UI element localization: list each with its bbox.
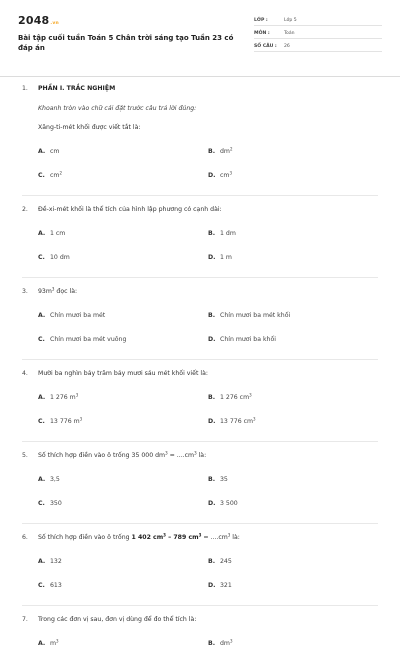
meta-label: MÔN : [254,30,270,36]
option-text: Chín mươi ba mét khối [220,312,291,319]
option-letter: A. [38,394,46,401]
option-c[interactable] [38,500,208,507]
option-text: $cm^2$ [50,170,62,179]
option-c[interactable] [38,254,208,261]
question-text: Mười ba nghìn bảy trăm bảy mươi sáu mét khối viết là: [38,370,208,377]
header [18,14,382,66]
option-b[interactable] [208,476,378,483]
question-divider [22,195,378,196]
option-text: 1 cm [50,230,66,237]
question-number: 2. [22,206,28,213]
option-letter: B. [208,558,216,565]
options [22,312,378,348]
option-text: 35 [220,476,228,483]
option-text: 3,5 [50,476,60,483]
question-7 [22,616,378,652]
option-letter: D. [208,500,216,507]
option-text: cm [50,148,60,155]
options [22,394,378,430]
option-d[interactable] [208,172,378,179]
option-letter: C. [38,418,45,425]
option-letter: C. [38,172,45,179]
question-divider [22,277,378,278]
option-text: 3 500 [220,500,238,507]
option-letter: B. [208,476,216,483]
option-text: 245 [220,558,232,565]
option-text: 321 [220,582,232,589]
questions-list [18,77,382,652]
option-letter: D. [208,254,216,261]
option-letter: B. [208,230,216,237]
meta-value: Toán [284,30,295,36]
option-letter: C. [38,582,45,589]
option-a[interactable] [38,230,208,237]
question-divider [22,523,378,524]
option-text: $dm^2$ [220,146,233,155]
option-b[interactable] [208,394,378,401]
option-text: 132 [50,558,62,565]
question-text: Đề-xi-mét khối là thể tích của hình lập phương có cạnh dài: [38,206,222,213]
meta-label: SỐ CÂU : [254,43,277,49]
option-letter: D. [208,172,216,179]
option-text: Chín mươi ba mét vuông [50,336,127,343]
option-letter: A. [38,312,46,319]
option-a[interactable] [38,640,208,647]
instruction-text: Khoanh tròn vào chữ cái đặt trước câu trả lời đúng: [38,105,197,112]
option-text: $m^3$ [50,638,59,647]
option-a[interactable] [38,558,208,565]
option-text: Chín mươi ba mét [50,312,106,319]
option-a[interactable] [38,394,208,401]
option-d[interactable] [208,500,378,507]
option-text: Chín mươi ba khối [220,336,276,343]
logo-tld: .vn [50,21,59,26]
option-text: 13 776 $cm^3$ [220,416,256,425]
section-title: PHẦN I. TRẮC NGHIỆM [38,85,116,92]
options [22,148,378,184]
question-5 [22,452,378,512]
meta-row-count [254,41,382,52]
option-d[interactable] [208,582,378,589]
option-letter: D. [208,418,216,425]
option-a[interactable] [38,476,208,483]
question-text: Trong các đơn vị sau, đơn vị dùng để đo thể tích là: [38,616,197,623]
option-d[interactable] [208,254,378,261]
question-number: 1. [22,85,28,92]
option-letter: D. [208,336,216,343]
question-2 [22,206,378,266]
option-text: 1 dm [220,230,236,237]
meta-row-subject [254,28,382,39]
meta-row-class [254,15,382,26]
option-c[interactable] [38,172,208,179]
question-1 [22,85,378,184]
question-number: 6. [22,534,28,541]
logo-main: 2048 [18,14,50,27]
question-6 [22,534,378,594]
options [22,558,378,594]
document-title: Bài tập cuối tuần Toán 5 Chân trời sáng tạo Tuần 23 có đáp án [18,34,234,52]
option-letter: C. [38,500,45,507]
option-text: $cm^3$ [220,170,232,179]
option-text: 1 276 $cm^3$ [220,392,252,401]
option-text: 1 276 $m^3$ [50,392,79,401]
option-letter: A. [38,558,46,565]
option-letter: B. [208,312,216,319]
question-text: $93m^3$ đọc là: [38,286,78,295]
option-letter: B. [208,394,216,401]
question-divider [22,359,378,360]
option-b[interactable] [208,230,378,237]
question-text: Số thích hợp điền vào ô trống 1 402 $cm^3 - 789$ $cm^3 = ....cm^3$ là: [38,532,240,541]
option-a[interactable] [38,312,208,319]
option-b[interactable] [208,640,378,647]
option-letter: D. [208,582,216,589]
question-divider [22,441,378,442]
option-letter: A. [38,148,46,155]
brand [18,14,248,66]
question-number: 7. [22,616,28,623]
options [22,476,378,512]
options [22,640,378,652]
meta-info [254,15,382,66]
option-b[interactable] [208,312,378,319]
question-4 [22,370,378,430]
option-b[interactable] [208,558,378,565]
site-logo[interactable] [18,14,248,27]
option-letter: A. [38,476,46,483]
question-number: 4. [22,370,28,377]
question-3 [22,288,378,348]
option-letter: B. [208,148,216,155]
meta-value: 26 [284,43,290,49]
option-d[interactable] [208,418,378,425]
option-text: 350 [50,500,62,507]
option-text: 613 [50,582,62,589]
option-letter: B. [208,640,216,647]
question-text: Số thích hợp điền vào ô trống 35 000 $dm^3 = ....cm^3$ là: [38,450,207,459]
question-number: 3. [22,288,28,295]
option-c[interactable] [38,336,208,343]
option-letter: C. [38,254,45,261]
question-number: 5. [22,452,28,459]
option-text: 1 m [220,254,232,261]
option-a[interactable] [38,148,208,155]
option-d[interactable] [208,336,378,343]
option-text: 10 dm [50,254,70,261]
option-c[interactable] [38,418,208,425]
option-text: $dm^3$ [220,638,233,647]
option-text: 13 776 $m^3$ [50,416,83,425]
sub-question-text: Xăng-ti-mét khối được viết tắt là: [38,124,141,131]
option-letter: C. [38,336,45,343]
option-b[interactable] [208,148,378,155]
question-divider [22,605,378,606]
options [22,230,378,266]
option-letter: A. [38,230,46,237]
meta-label: LỚP : [254,17,268,23]
meta-value: Lớp 5 [284,17,297,23]
option-letter: A. [38,640,46,647]
option-c[interactable] [38,582,208,589]
